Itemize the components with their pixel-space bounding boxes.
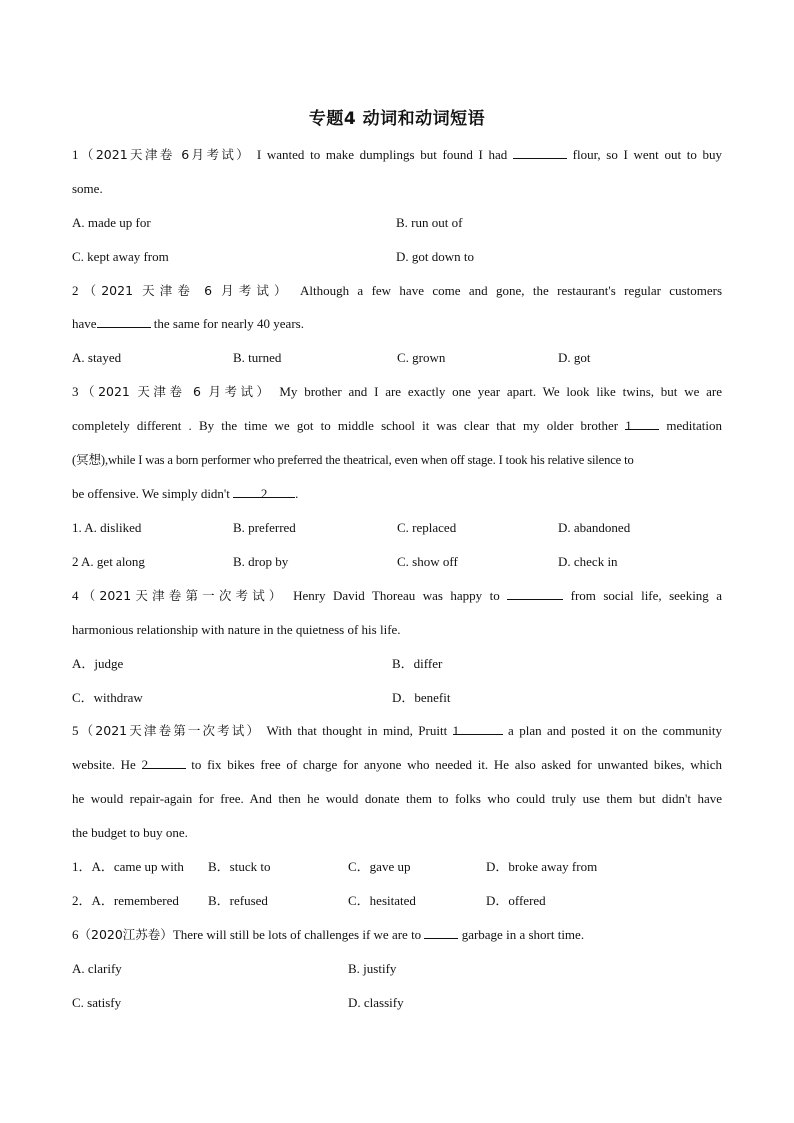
option-b[interactable]: B. turned (233, 350, 282, 365)
answer-blank[interactable] (97, 315, 151, 328)
question-source: （2020江苏卷） (78, 927, 173, 942)
question-5 (72, 722, 722, 740)
question-text: some. (72, 181, 103, 196)
option-2a[interactable]: 2．A．remembered (72, 893, 179, 908)
option-d[interactable]: D. classify (348, 995, 404, 1010)
question-text: the same for nearly 40 years. (153, 316, 304, 331)
question-1 (72, 146, 722, 164)
question-2 (72, 282, 722, 300)
option-d[interactable]: D. got down to (396, 249, 474, 264)
question-number: 3 (72, 384, 79, 399)
question-text-line3: (冥想),while I was a born performer who preferred the theatrical, even when off stage. I took his relative silence to (72, 453, 634, 467)
option-2d[interactable]: D. check in (558, 554, 618, 569)
question-text-line2 (72, 417, 722, 435)
question-number: 6 (72, 927, 79, 942)
option-2b[interactable]: B．refused (208, 893, 268, 908)
question-text: completely different . By the time we got to middle school it was clear that my older brother (72, 418, 619, 433)
question-text: flour, so I went out to buy (572, 147, 722, 162)
question-text: he would repair-again for free. And then he would donate them to folks who could truly use them but didn't have (72, 791, 722, 806)
option-b[interactable]: B. run out of (396, 215, 463, 230)
answer-blank[interactable] (424, 926, 458, 939)
option-1a[interactable]: 1. A. disliked (72, 520, 142, 535)
question-text: . (295, 486, 299, 501)
question-3 (72, 383, 722, 401)
question-text-line2 (72, 315, 722, 333)
answer-blank-2[interactable]: 2 (142, 756, 186, 769)
question-number: 4 (72, 588, 79, 603)
option-2a[interactable]: 2 A. get along (72, 554, 145, 569)
question-number: 5 (72, 723, 79, 738)
question-text: a plan and posted it on the community (508, 723, 723, 738)
option-a[interactable]: A. stayed (72, 350, 122, 365)
question-6 (72, 926, 722, 944)
question-text-line4 (72, 485, 722, 503)
question-text: be offensive. We simply didn't (72, 486, 230, 501)
option-c[interactable]: C．withdraw (72, 690, 143, 705)
option-c[interactable]: C. satisfy (72, 995, 122, 1010)
question-text: Although a few have come and gone, the restaurant's regular customers (299, 283, 723, 298)
question-text: I wanted to make dumplings but found I had (256, 147, 508, 162)
question-source: （2021天津卷 6月考试） (78, 147, 252, 162)
option-2d[interactable]: D．offered (486, 893, 546, 908)
question-text: There will still be lots of challenges if we are to (172, 927, 422, 942)
option-2c[interactable]: C．hesitated (348, 893, 416, 908)
question-source: （2021 天津卷 6 月考试） (78, 384, 273, 399)
question-text: to fix bikes free of charge for anyone who needed it. He also asked for unwanted bikes, which (191, 757, 723, 772)
option-b[interactable]: B. justify (348, 961, 397, 976)
option-1d[interactable]: D. abandoned (558, 520, 631, 535)
option-1b[interactable]: B．stuck to (208, 859, 271, 874)
question-text: from social life, seeking a (570, 588, 723, 603)
option-c[interactable]: C. kept away from (72, 249, 169, 264)
option-2b[interactable]: B. drop by (233, 554, 289, 569)
question-text: have (72, 316, 97, 331)
option-b[interactable]: B．differ (392, 656, 443, 671)
question-number: 2 (72, 283, 79, 298)
answer-blank[interactable] (507, 587, 563, 600)
option-d[interactable]: D．benefit (392, 690, 451, 705)
answer-blank-1[interactable]: 1 (453, 722, 503, 735)
page-title: 专题4 动词和动词短语 (308, 109, 486, 129)
question-text-line3 (72, 790, 722, 808)
question-text: My brother and I are exactly one year apart. We look like twins, but we are (279, 384, 723, 399)
question-text-line2: harmonious relationship with nature in the quietness of his life. (72, 622, 401, 637)
answer-blank-2[interactable]: 2 (233, 485, 295, 498)
option-a[interactable]: A．judge (72, 656, 124, 671)
question-4 (72, 587, 722, 605)
option-1b[interactable]: B. preferred (233, 520, 296, 535)
option-1c[interactable]: C．gave up (348, 859, 411, 874)
option-c[interactable]: C. grown (397, 350, 446, 365)
question-text-line4: the budget to buy one. (72, 825, 188, 840)
question-text: Henry David Thoreau was happy to (293, 588, 500, 603)
option-a[interactable]: A. made up for (72, 215, 151, 230)
question-text: garbage in a short time. (461, 927, 585, 942)
answer-blank-1[interactable]: 1 (625, 417, 659, 430)
option-d[interactable]: D. got (558, 350, 591, 365)
option-1a[interactable]: 1．A．came up with (72, 859, 184, 874)
question-text-line2 (72, 756, 722, 774)
question-text: With that thought in mind, Pruitt (266, 723, 448, 738)
option-1c[interactable]: C. replaced (397, 520, 457, 535)
question-source: （2021天津卷第一次考试） (78, 588, 286, 603)
question-source: （2021天津卷第一次考试） (78, 723, 262, 738)
question-number: 1 (72, 147, 79, 162)
question-source: （2021 天津卷 6 月考试） (78, 283, 292, 298)
option-a[interactable]: A. clarify (72, 961, 122, 976)
option-2c[interactable]: C. show off (397, 554, 458, 569)
question-text: meditation (666, 418, 723, 433)
option-1d[interactable]: D．broke away from (486, 859, 598, 874)
answer-blank[interactable] (513, 146, 567, 159)
question-text: website. He (72, 757, 136, 772)
